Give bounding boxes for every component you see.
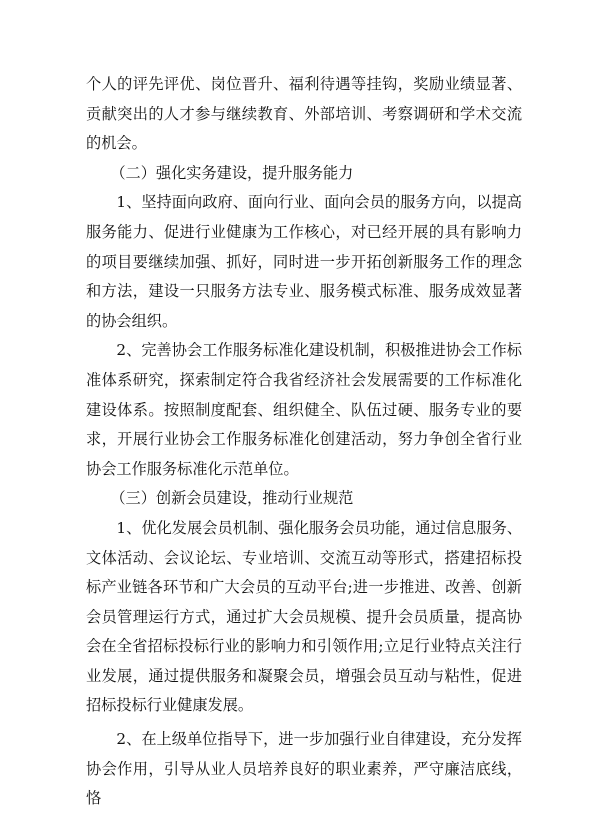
paragraph-3-2: 2、在上级单位指导下，进一步加强行业自律建设，充分发挥协会作用，引导从业人员培养良好的职业素养，严守廉洁底线，恪 bbox=[86, 730, 522, 808]
paragraph-continuation: 个人的评先评优、岗位晋升、福利待遇等挂钩，奖励业绩显著、贡献突出的人才参与继续教育、外部培训、考察调研和学术交流的机会。 bbox=[86, 75, 522, 153]
section-heading-3: （三）创新会员建设，推动行业规范 bbox=[110, 489, 354, 508]
document-page bbox=[86, 70, 522, 814]
paragraph-3-1: 1、优化发展会员机制、强化服务会员功能，通过信息服务、文体活动、会议论坛、专业培训、交流互动等形式，搭建招标投标产业链各环节和广大会员的互动平台;进一步推进、改善、创新会员管理运行方式，通过扩大会员规模、提升会员质量，提高协会在全省招标投标行业的影响力和引领作用;立足行业特点关注行业发展，通过提供服务和凝聚会员，增强会员互动与粘性，促进招标投标行业健康发展。 bbox=[86, 518, 522, 715]
paragraph-2-1: 1、坚持面向政府、面向行业、面向会员的服务方向，以提高服务能力、促进行业健康为工作核心，对已经开展的具有影响力的项目要继续加强、抓好，同时进一步开拓创新服务工作的理念和方法，建设一只服务方法专业、服务模式标准、服务成效显著的协会组织。 bbox=[86, 193, 522, 330]
section-heading-2: （二）强化实务建设，提升服务能力 bbox=[110, 163, 354, 182]
paragraph-2-2: 2、完善协会工作服务标准化建设机制，积极推进协会工作标准体系研究，探索制定符合我省经济社会发展需要的工作标准化建设体系。按照制度配套、组织健全、队伍过硬、服务专业的要求，开展行业协会工作服务标准化创建活动，努力争创全省行业协会工作服务标准化示范单位。 bbox=[86, 341, 522, 478]
